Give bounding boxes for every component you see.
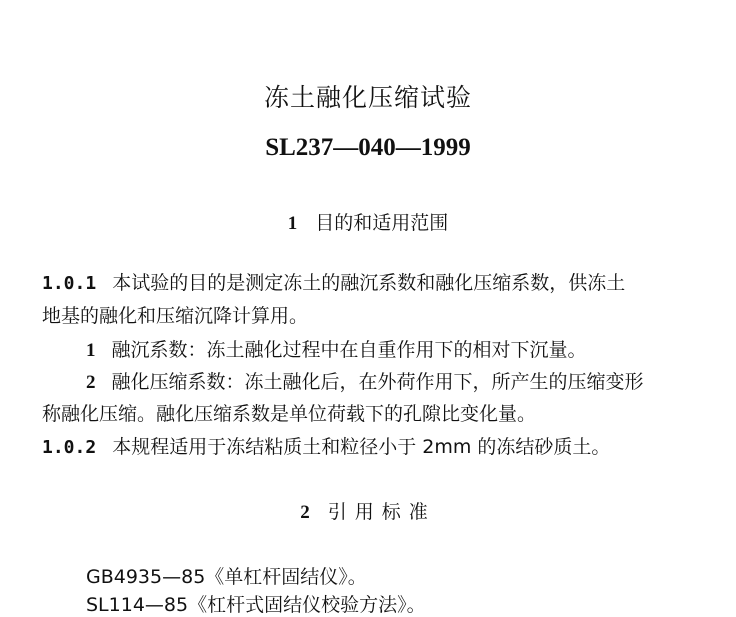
- standard-code: SL237—040—1999: [265, 134, 471, 161]
- item-2-line2: 称融化压缩。融化压缩系数是单位荷载下的孔隙比变化量。: [42, 403, 537, 425]
- clause-1-0-1-text1: 本试验的目的是测定冻土的融沉系数和融化压缩系数，供冻土: [112, 272, 626, 294]
- clause-1-0-1-number: 1.0.1: [42, 273, 97, 294]
- item-2-line1: [86, 370, 644, 395]
- section-1-heading: [0, 208, 736, 235]
- item-1: [86, 338, 587, 363]
- clause-1-0-2-text: 本规程适用于冻结粘质土和粒径小于 2mm 的冻结砂质土。: [112, 436, 611, 458]
- reference-item: GB4935—85《单杠杆固结仪》。: [86, 566, 367, 588]
- section-2-heading: [0, 497, 736, 524]
- clause-1-0-2: [42, 435, 610, 460]
- section-2-number: 2: [300, 502, 310, 523]
- section-1-number: 1: [287, 213, 298, 234]
- item-1-text: 融沉系数：冻土融化过程中在自重作用下的相对下沉量。: [111, 339, 587, 361]
- document-title: 冻土融化压缩试验: [263, 83, 472, 112]
- section-2-title: 引用标准: [327, 501, 436, 523]
- clause-1-0-1-line1: [42, 271, 625, 296]
- clause-1-0-2-number: 1.0.2: [42, 437, 97, 458]
- item-1-number: 1: [86, 340, 96, 361]
- reference-item: SL114—85《杠杆式固结仪校验方法》。: [86, 594, 426, 616]
- section-1-title: 目的和适用范围: [315, 212, 449, 234]
- item-2-number: 2: [86, 372, 96, 393]
- item-2-text1: 融化压缩系数：冻土融化后，在外荷作用下，所产生的压缩变形: [111, 371, 644, 393]
- clause-1-0-1-line2: 地基的融化和压缩沉降计算用。: [42, 305, 309, 327]
